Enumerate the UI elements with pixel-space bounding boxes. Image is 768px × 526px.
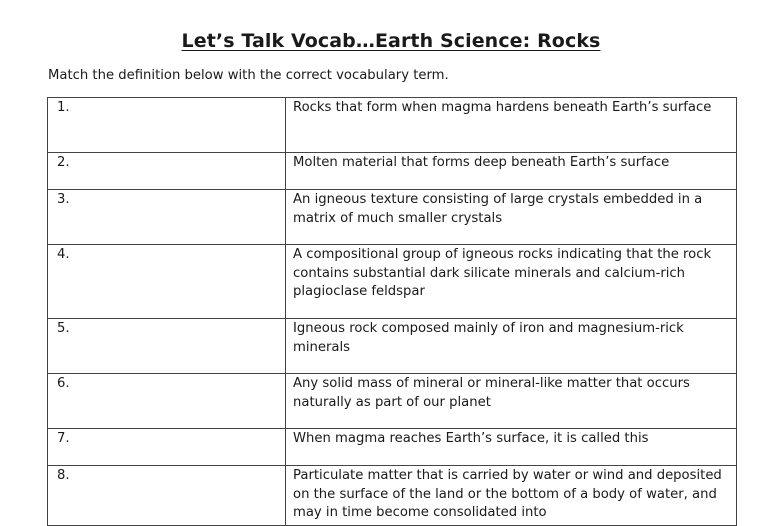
term-number-cell: 3. <box>48 190 286 245</box>
term-number-cell: 4. <box>48 245 286 319</box>
table-row <box>48 190 737 245</box>
term-number-cell: 5. <box>48 319 286 374</box>
term-number-cell: 1. <box>48 98 286 153</box>
definition-cell: Particulate matter that is carried by water or wind and deposited on the surface of the land or the bottom of a body of water, and may in time become consolidated into <box>286 466 737 526</box>
term-number-cell: 6. <box>48 374 286 429</box>
table-row <box>48 374 737 429</box>
table-row <box>48 319 737 374</box>
definition-cell: Any solid mass of mineral or mineral-like matter that occurs naturally as part of our planet <box>286 374 737 429</box>
table-row <box>48 153 737 190</box>
document-title: Let’s Talk Vocab…Earth Science: Rocks <box>181 30 601 52</box>
term-number-cell: 2. <box>48 153 286 190</box>
definition-cell: Molten material that forms deep beneath Earth’s surface <box>286 153 737 190</box>
definition-cell: A compositional group of igneous rocks indicating that the rock contains substantial dark silicate minerals and calcium-rich plagioclase feldspar <box>286 245 737 319</box>
table-row <box>48 98 737 153</box>
vocabulary-table <box>47 97 737 526</box>
term-number-cell: 7. <box>48 429 286 466</box>
definition-cell: An igneous texture consisting of large crystals embedded in a matrix of much smaller crystals <box>286 190 737 245</box>
table-row <box>48 245 737 319</box>
definition-cell: When magma reaches Earth’s surface, it is called this <box>286 429 737 466</box>
table-row <box>48 466 737 526</box>
table-row <box>48 429 737 466</box>
definition-cell: Rocks that form when magma hardens beneath Earth’s surface <box>286 98 737 153</box>
definition-cell: Igneous rock composed mainly of iron and magnesium-rick minerals <box>286 319 737 374</box>
instructions-text: Match the definition below with the correct vocabulary term. <box>48 68 449 83</box>
term-number-cell: 8. <box>48 466 286 526</box>
